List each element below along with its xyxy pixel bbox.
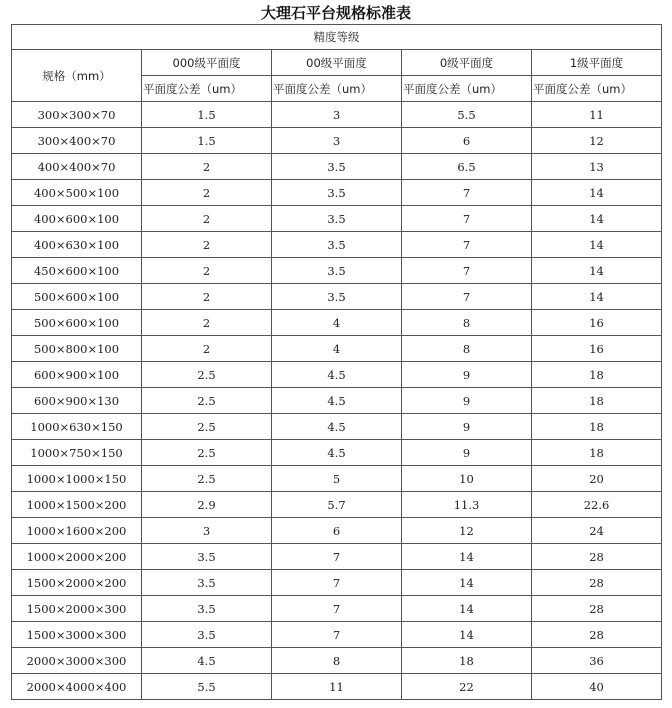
grade-1-cell: 18 — [532, 414, 662, 440]
grade-0-cell: 8 — [402, 310, 532, 336]
table-row — [12, 206, 662, 232]
grade-00-subheader: 平面度公差（um） — [272, 76, 402, 102]
grade-0-cell: 7 — [402, 206, 532, 232]
grade-00-cell: 3 — [272, 128, 402, 154]
size-cell: 400×500×100 — [12, 180, 142, 206]
table-row — [12, 414, 662, 440]
grade-1-cell: 40 — [532, 674, 662, 700]
table-row — [12, 284, 662, 310]
grade-000-cell: 2.5 — [142, 414, 272, 440]
size-cell: 500×600×100 — [12, 284, 142, 310]
grade-0-cell: 7 — [402, 284, 532, 310]
grade-0-cell: 14 — [402, 544, 532, 570]
grade-0-cell: 14 — [402, 570, 532, 596]
table-row — [12, 570, 662, 596]
grade-00-cell: 7 — [272, 544, 402, 570]
size-cell: 600×900×130 — [12, 388, 142, 414]
size-cell: 2000×3000×300 — [12, 648, 142, 674]
size-cell: 450×600×100 — [12, 258, 142, 284]
grade-00-cell: 3.5 — [272, 206, 402, 232]
table-row — [12, 128, 662, 154]
grade-000-cell: 2.5 — [142, 466, 272, 492]
grade-000-cell: 2 — [142, 232, 272, 258]
grade-000-cell: 3.5 — [142, 544, 272, 570]
grade-000-cell: 2 — [142, 206, 272, 232]
grade-0-cell: 14 — [402, 596, 532, 622]
grade-0-cell: 6.5 — [402, 154, 532, 180]
table-row — [12, 440, 662, 466]
grade-1-cell: 14 — [532, 206, 662, 232]
grade-00-header: 00级平面度 — [272, 50, 402, 76]
grade-000-cell: 2.5 — [142, 362, 272, 388]
grade-1-cell: 18 — [532, 362, 662, 388]
grade-00-cell: 7 — [272, 570, 402, 596]
grade-0-cell: 9 — [402, 440, 532, 466]
grade-1-cell: 11 — [532, 102, 662, 128]
grade-0-cell: 7 — [402, 180, 532, 206]
size-cell: 300×300×70 — [12, 102, 142, 128]
grade-00-cell: 3.5 — [272, 180, 402, 206]
grade-00-cell: 3.5 — [272, 232, 402, 258]
grade-000-cell: 2 — [142, 310, 272, 336]
table-row — [12, 466, 662, 492]
size-cell: 1000×2000×200 — [12, 544, 142, 570]
grade-000-cell: 3.5 — [142, 570, 272, 596]
spec-table-body — [12, 25, 662, 700]
grade-1-cell: 12 — [532, 128, 662, 154]
grade-0-header: 0级平面度 — [402, 50, 532, 76]
grade-0-cell: 5.5 — [402, 102, 532, 128]
size-cell: 1000×1600×200 — [12, 518, 142, 544]
grade-0-cell: 9 — [402, 388, 532, 414]
table-row — [12, 648, 662, 674]
grade-000-cell: 5.5 — [142, 674, 272, 700]
grade-000-cell: 1.5 — [142, 102, 272, 128]
size-cell: 1500×2000×200 — [12, 570, 142, 596]
grade-1-cell: 14 — [532, 232, 662, 258]
grade-00-cell: 4.5 — [272, 388, 402, 414]
precision-header: 精度等级 — [12, 25, 662, 50]
table-row — [12, 258, 662, 284]
grade-0-subheader: 平面度公差（um） — [402, 76, 532, 102]
grade-1-cell: 22.6 — [532, 492, 662, 518]
grade-1-cell: 14 — [532, 284, 662, 310]
grade-1-cell: 36 — [532, 648, 662, 674]
size-cell: 1500×2000×300 — [12, 596, 142, 622]
grade-000-cell: 2 — [142, 180, 272, 206]
grade-000-cell: 2 — [142, 258, 272, 284]
table-row — [12, 232, 662, 258]
header-row-precision — [12, 25, 662, 50]
size-cell: 600×900×100 — [12, 362, 142, 388]
table-row — [12, 518, 662, 544]
grade-00-cell: 11 — [272, 674, 402, 700]
grade-0-cell: 8 — [402, 336, 532, 362]
grade-0-cell: 18 — [402, 648, 532, 674]
grade-00-cell: 8 — [272, 648, 402, 674]
size-cell: 400×400×70 — [12, 154, 142, 180]
size-cell: 500×600×100 — [12, 310, 142, 336]
grade-0-cell: 22 — [402, 674, 532, 700]
header-row-grades — [12, 50, 662, 76]
grade-00-cell: 5.7 — [272, 492, 402, 518]
grade-0-cell: 6 — [402, 128, 532, 154]
grade-1-cell: 18 — [532, 388, 662, 414]
grade-0-cell: 10 — [402, 466, 532, 492]
table-row — [12, 310, 662, 336]
grade-1-header: 1级平面度 — [532, 50, 662, 76]
grade-000-subheader: 平面度公差（um） — [142, 76, 272, 102]
size-cell: 2000×4000×400 — [12, 674, 142, 700]
size-cell: 1000×1000×150 — [12, 466, 142, 492]
grade-1-cell: 28 — [532, 544, 662, 570]
grade-00-cell: 4.5 — [272, 440, 402, 466]
grade-1-cell: 13 — [532, 154, 662, 180]
grade-1-cell: 18 — [532, 440, 662, 466]
size-cell: 1000×630×150 — [12, 414, 142, 440]
grade-000-cell: 3.5 — [142, 596, 272, 622]
grade-0-cell: 7 — [402, 232, 532, 258]
grade-000-header: 000级平面度 — [142, 50, 272, 76]
size-cell: 400×630×100 — [12, 232, 142, 258]
table-row — [12, 154, 662, 180]
table-row — [12, 544, 662, 570]
size-cell: 1000×1500×200 — [12, 492, 142, 518]
grade-00-cell: 3 — [272, 102, 402, 128]
grade-00-cell: 3.5 — [272, 154, 402, 180]
grade-0-cell: 9 — [402, 362, 532, 388]
grade-00-cell: 6 — [272, 518, 402, 544]
size-cell: 400×600×100 — [12, 206, 142, 232]
spec-table — [11, 24, 662, 700]
grade-0-cell: 11.3 — [402, 492, 532, 518]
table-row — [12, 492, 662, 518]
grade-1-cell: 28 — [532, 596, 662, 622]
size-cell: 300×400×70 — [12, 128, 142, 154]
grade-00-cell: 7 — [272, 622, 402, 648]
table-row — [12, 362, 662, 388]
grade-1-cell: 16 — [532, 310, 662, 336]
size-cell: 1000×750×150 — [12, 440, 142, 466]
grade-000-cell: 2.5 — [142, 388, 272, 414]
grade-00-cell: 3.5 — [272, 284, 402, 310]
grade-00-cell: 4 — [272, 336, 402, 362]
grade-000-cell: 2 — [142, 284, 272, 310]
grade-00-cell: 5 — [272, 466, 402, 492]
grade-00-cell: 4.5 — [272, 414, 402, 440]
table-row — [12, 336, 662, 362]
grade-0-cell: 7 — [402, 258, 532, 284]
table-row — [12, 674, 662, 700]
size-cell: 500×800×100 — [12, 336, 142, 362]
grade-1-subheader: 平面度公差（um） — [532, 76, 662, 102]
grade-1-cell: 20 — [532, 466, 662, 492]
grade-000-cell: 2.5 — [142, 440, 272, 466]
grade-00-cell: 3.5 — [272, 258, 402, 284]
size-cell: 1500×3000×300 — [12, 622, 142, 648]
table-row — [12, 622, 662, 648]
grade-000-cell: 3.5 — [142, 622, 272, 648]
grade-00-cell: 4.5 — [272, 362, 402, 388]
grade-1-cell: 28 — [532, 570, 662, 596]
grade-000-cell: 1.5 — [142, 128, 272, 154]
grade-000-cell: 4.5 — [142, 648, 272, 674]
grade-1-cell: 14 — [532, 180, 662, 206]
grade-000-cell: 2 — [142, 336, 272, 362]
grade-1-cell: 28 — [532, 622, 662, 648]
grade-000-cell: 2 — [142, 154, 272, 180]
grade-1-cell: 16 — [532, 336, 662, 362]
grade-000-cell: 3 — [142, 518, 272, 544]
grade-1-cell: 14 — [532, 258, 662, 284]
grade-0-cell: 12 — [402, 518, 532, 544]
size-header: 规格（mm） — [12, 50, 142, 102]
grade-0-cell: 9 — [402, 414, 532, 440]
page-title: 大理石平台规格标准表 — [260, 4, 411, 22]
grade-1-cell: 24 — [532, 518, 662, 544]
grade-00-cell: 7 — [272, 596, 402, 622]
table-row — [12, 388, 662, 414]
grade-0-cell: 14 — [402, 622, 532, 648]
table-row — [12, 180, 662, 206]
grade-00-cell: 4 — [272, 310, 402, 336]
table-row — [12, 596, 662, 622]
table-row — [12, 102, 662, 128]
grade-000-cell: 2.9 — [142, 492, 272, 518]
